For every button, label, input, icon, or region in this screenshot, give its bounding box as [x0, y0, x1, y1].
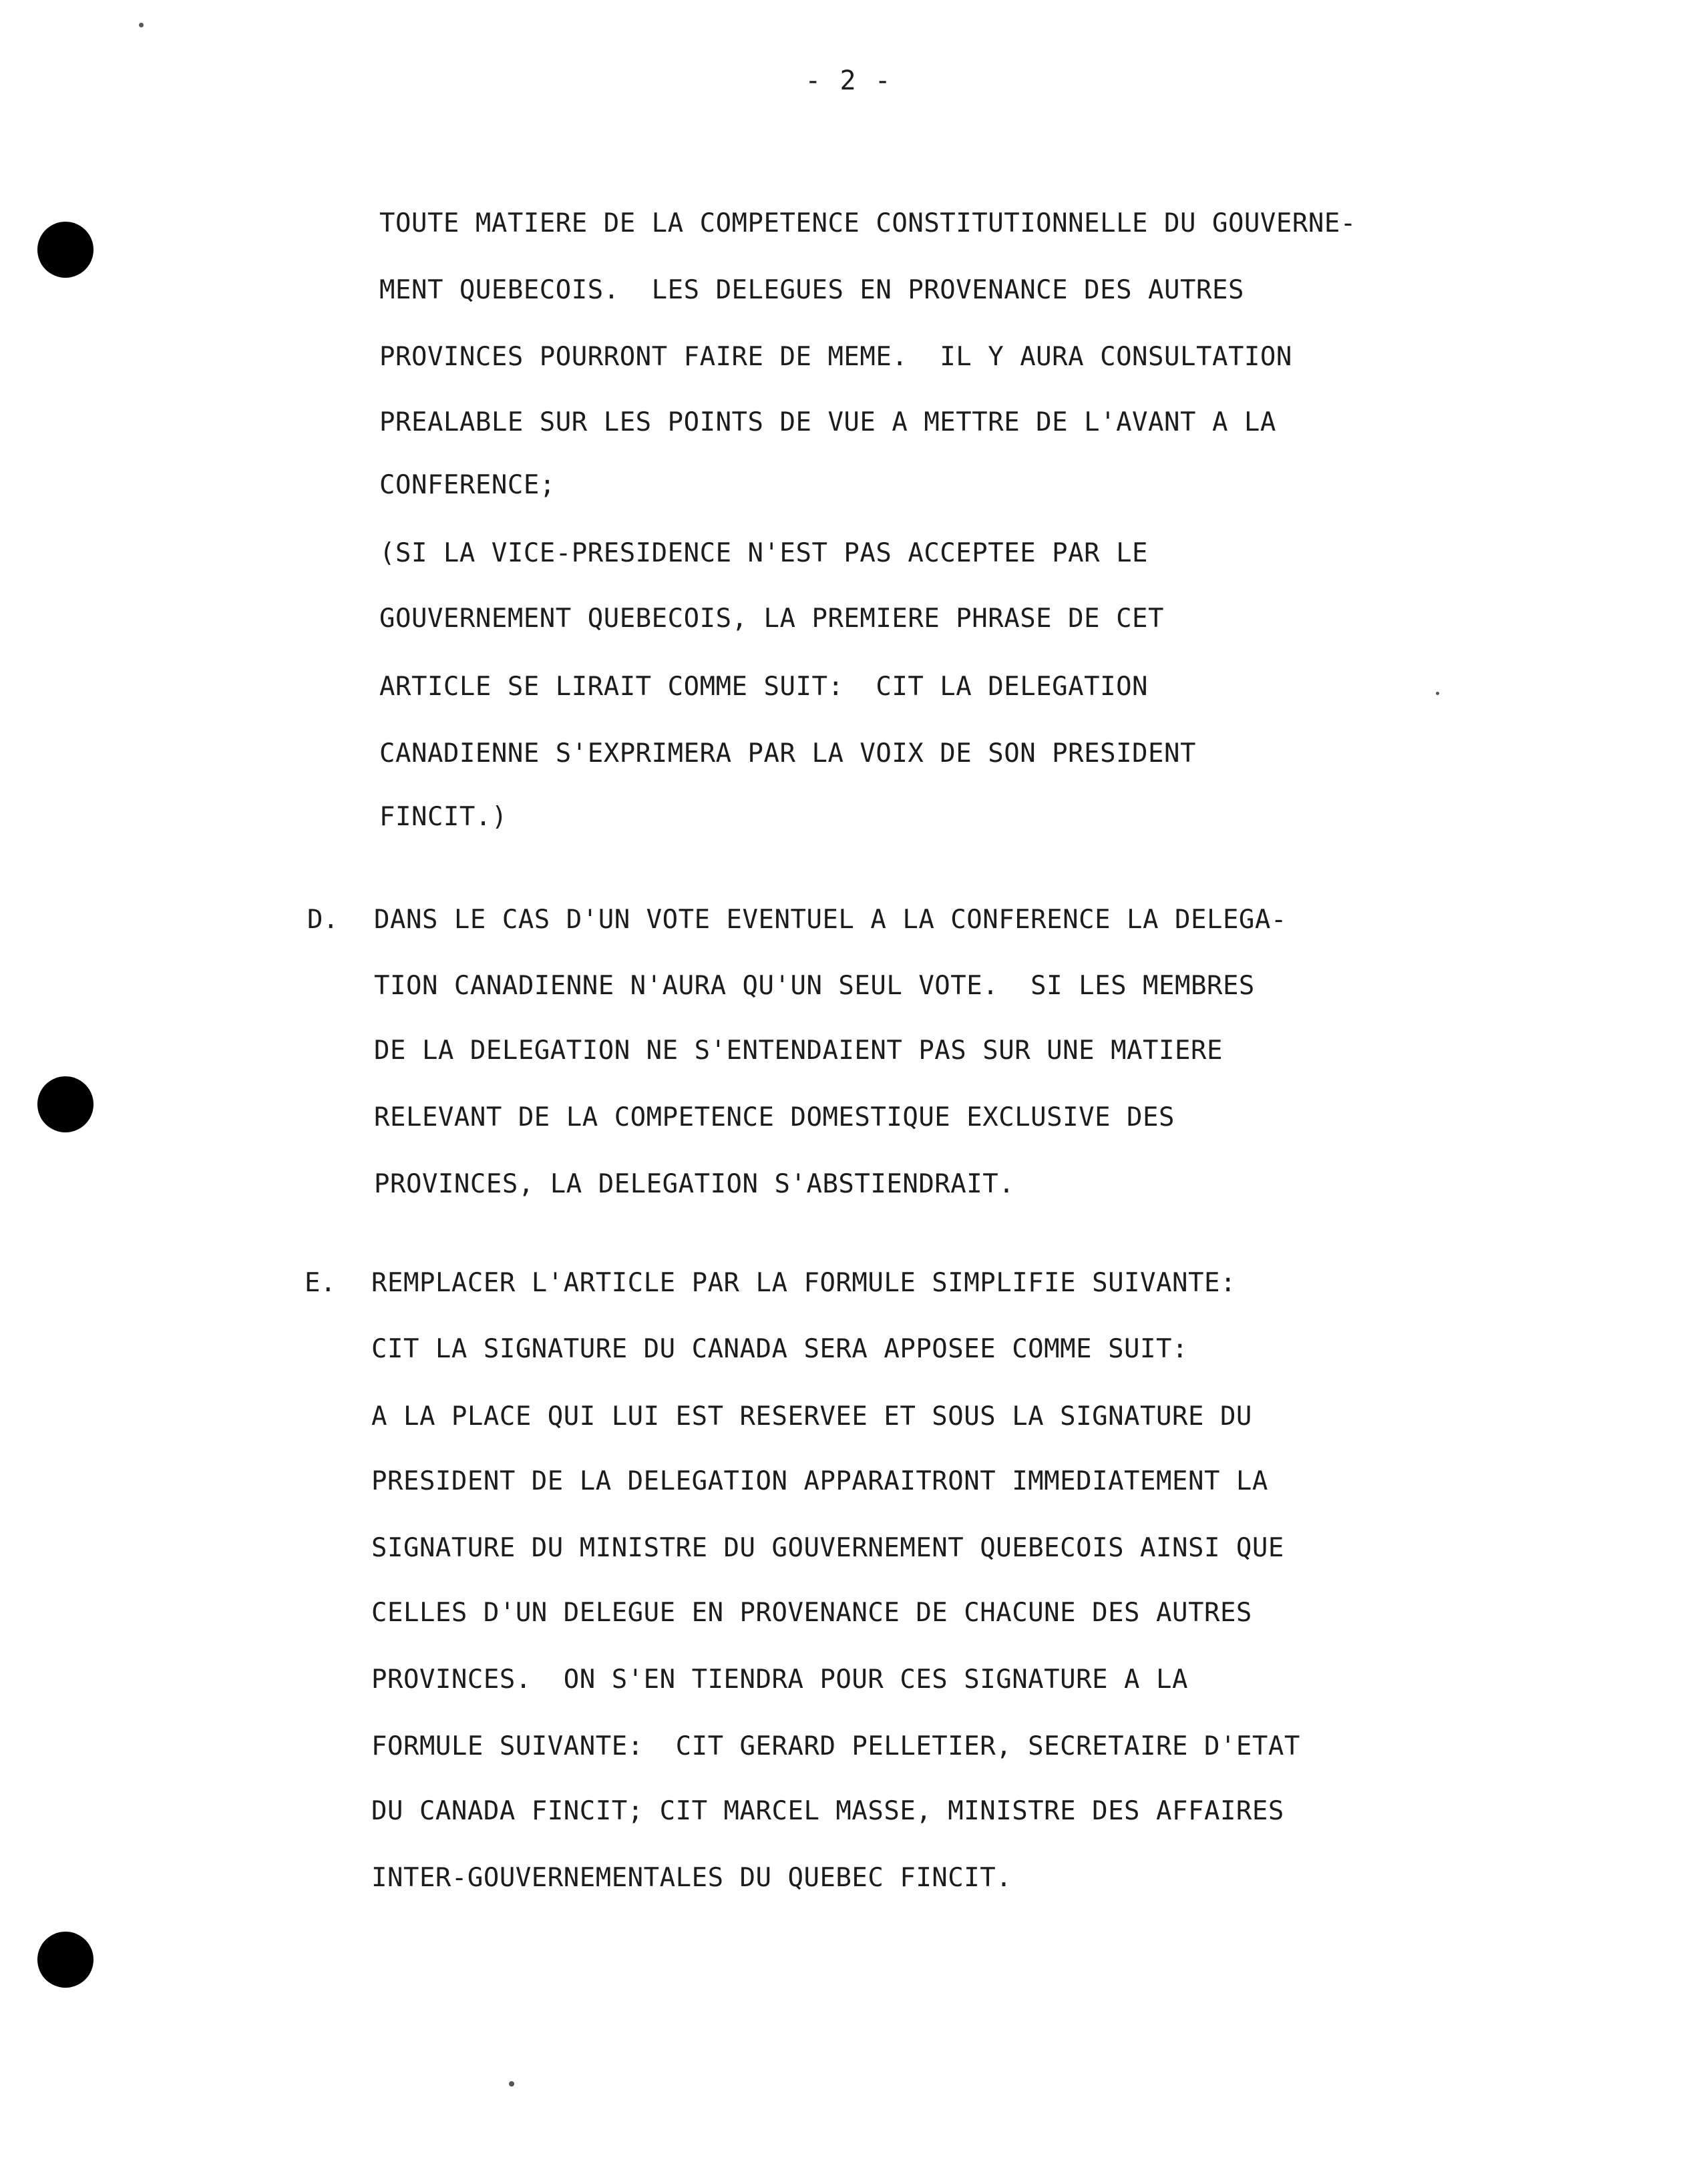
- text-line: FINCIT.): [379, 802, 508, 832]
- text-line: PRESIDENT DE LA DELEGATION APPARAITRONT IMMEDIATEMENT LA: [371, 1466, 1268, 1496]
- text-line: RELEVANT DE LA COMPETENCE DOMESTIQUE EXCLUSIVE DES: [374, 1102, 1175, 1132]
- text-line: PROVINCES. ON S'EN TIENDRA POUR CES SIGNATURE A LA: [371, 1665, 1188, 1695]
- punch-hole: [37, 1076, 93, 1132]
- text-line: REMPLACER L'ARTICLE PAR LA FORMULE SIMPLIFIE SUIVANTE:: [371, 1268, 1236, 1298]
- text-line: DU CANADA FINCIT; CIT MARCEL MASSE, MINISTRE DES AFFAIRES: [371, 1796, 1284, 1826]
- text-line: GOUVERNEMENT QUEBECOIS, LA PREMIERE PHRASE DE CET: [379, 604, 1165, 634]
- scan-speck: [1436, 692, 1439, 695]
- text-line: A LA PLACE QUI LUI EST RESERVEE ET SOUS LA SIGNATURE DU: [371, 1401, 1252, 1432]
- item-marker: D.: [307, 905, 339, 935]
- scan-speck: [509, 2081, 514, 2087]
- text-line: SIGNATURE DU MINISTRE DU GOUVERNEMENT QUEBECOIS AINSI QUE: [371, 1533, 1284, 1563]
- text-line: PROVINCES POURRONT FAIRE DE MEME. IL Y AURA CONSULTATION: [379, 342, 1292, 372]
- text-line: INTER-GOUVERNEMENTALES DU QUEBEC FINCIT.: [371, 1863, 1012, 1893]
- text-line: PREALABLE SUR LES POINTS DE VUE A METTRE DE L'AVANT A LA: [379, 407, 1276, 437]
- punch-hole: [37, 1932, 93, 1988]
- text-line: CIT LA SIGNATURE DU CANADA SERA APPOSEE COMME SUIT:: [371, 1334, 1188, 1364]
- text-line: PROVINCES, LA DELEGATION S'ABSTIENDRAIT.: [374, 1169, 1015, 1199]
- text-line: FORMULE SUIVANTE: CIT GERARD PELLETIER, SECRETAIRE D'ETAT: [371, 1731, 1300, 1761]
- scan-speck: [139, 23, 144, 27]
- text-line: DE LA DELEGATION NE S'ENTENDAIENT PAS SUR UNE MATIERE: [374, 1036, 1223, 1066]
- text-line: ARTICLE SE LIRAIT COMME SUIT: CIT LA DELEGATION: [379, 672, 1149, 702]
- page-number: - 2 -: [805, 65, 892, 96]
- text-line: DANS LE CAS D'UN VOTE EVENTUEL A LA CONFERENCE LA DELEGA-: [374, 905, 1287, 935]
- text-line: MENT QUEBECOIS. LES DELEGUES EN PROVENANCE DES AUTRES: [379, 275, 1244, 305]
- text-line: TOUTE MATIERE DE LA COMPETENCE CONSTITUTIONNELLE DU GOUVERNE-: [379, 208, 1356, 238]
- text-line: CONFERENCE;: [379, 470, 556, 500]
- text-line: (SI LA VICE-PRESIDENCE N'EST PAS ACCEPTEE PAR LE: [379, 538, 1149, 568]
- text-line: TION CANADIENNE N'AURA QU'UN SEUL VOTE. SI LES MEMBRES: [374, 971, 1255, 1001]
- text-line: CELLES D'UN DELEGUE EN PROVENANCE DE CHACUNE DES AUTRES: [371, 1598, 1252, 1628]
- text-line: CANADIENNE S'EXPRIMERA PAR LA VOIX DE SON PRESIDENT: [379, 738, 1196, 769]
- punch-hole: [37, 222, 93, 278]
- item-marker: E.: [305, 1268, 336, 1298]
